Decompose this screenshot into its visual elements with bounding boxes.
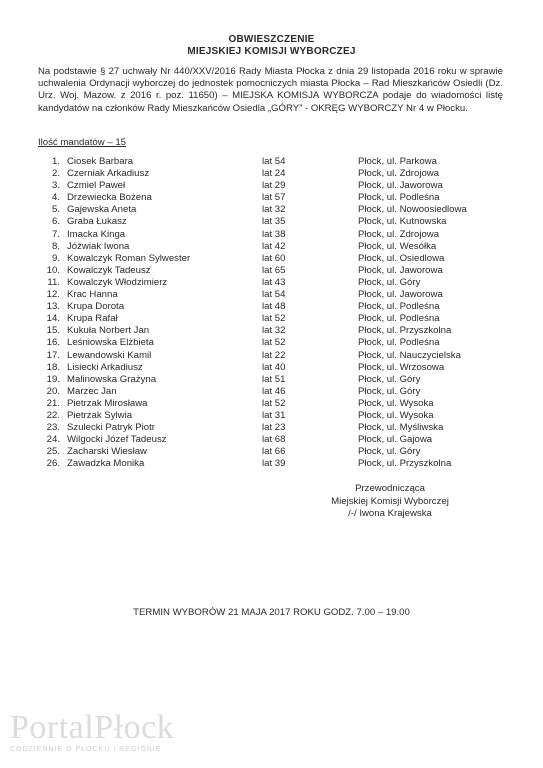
candidate-address: Płock, ul. Przyszkolna (358, 458, 452, 470)
candidate-number: 19. (46, 373, 60, 385)
list-item (0, 410, 543, 422)
candidate-address: Płock, ul. Jaworowa (358, 289, 443, 301)
candidate-address: Płock, ul. Nauczycielska (358, 349, 461, 361)
candidate-number: 10. (46, 264, 60, 276)
candidate-age: lat 54 (262, 289, 286, 301)
candidate-age: lat 52 (262, 397, 286, 409)
candidate-age: lat 48 (262, 301, 286, 313)
candidate-age: lat 54 (262, 156, 286, 167)
candidate-address: Płock, ul. Jaworowa (358, 180, 443, 192)
candidate-number: 23. (46, 422, 60, 434)
list-item (0, 337, 543, 349)
candidate-name: Malinowska Grażyna (67, 373, 157, 385)
candidate-address: Płock, ul. Góry (358, 276, 421, 288)
list-item (0, 277, 543, 289)
candidate-name: Kowalczyk Roman Sylwester (67, 252, 191, 264)
list-item (0, 398, 543, 410)
signature-role: Przewodnicząca (355, 483, 425, 494)
list-item (0, 422, 543, 434)
candidate-number: 3. (51, 180, 60, 192)
candidate-address: Płock, ul. Przyszkolna (358, 325, 452, 337)
list-item (0, 168, 543, 180)
candidate-age: lat 29 (262, 180, 286, 192)
list-item (0, 265, 543, 277)
candidate-age: lat 22 (262, 349, 286, 361)
candidate-address: Płock, ul. Wysoka (358, 409, 434, 421)
candidate-age: lat 42 (262, 240, 286, 252)
candidate-address: Płock, ul. Wrzosowa (358, 361, 445, 373)
candidate-number: 18. (46, 361, 60, 373)
candidate-name: Imacka Kinga (67, 228, 126, 240)
candidate-name: Marzec Jan (67, 385, 117, 397)
signature-name: /-/ Iwona Krajewska (348, 508, 432, 519)
candidate-number: 8. (51, 240, 60, 252)
candidate-age: lat 60 (262, 252, 286, 264)
candidate-name: Pietrzak Sylwia (67, 409, 133, 421)
list-item (0, 204, 543, 216)
candidate-age: lat 39 (262, 458, 286, 470)
candidate-name: Gajewska Aneta (67, 204, 137, 216)
title-line-2: MIEJSKIEJ KOMISJI WYBORCZEJ (187, 46, 356, 57)
candidate-address: Płock, ul. Podleśna (358, 337, 440, 349)
candidate-name: Kowalczyk Tadeusz (67, 264, 151, 276)
candidate-name: Drzewiecka Bożena (67, 192, 152, 204)
candidate-address: Płock, ul. Podleśna (358, 192, 440, 204)
candidate-number: 16. (46, 337, 60, 349)
portal-watermark (10, 711, 174, 753)
candidate-number: 21. (46, 397, 60, 409)
list-item (0, 241, 543, 253)
list-item (0, 229, 543, 241)
candidate-address: Płock, ul. Osiedlowa (358, 252, 445, 264)
list-item (0, 180, 543, 192)
candidate-number: 24. (46, 434, 60, 446)
candidate-age: lat 68 (262, 434, 286, 446)
candidate-age: lat 40 (262, 361, 286, 373)
candidate-age: lat 52 (262, 313, 286, 325)
candidate-name: Lewandowski Kamil (67, 349, 152, 361)
candidate-age: lat 38 (262, 228, 286, 240)
candidate-name: Lisiecki Arkadiusz (67, 361, 143, 373)
list-item (0, 216, 543, 228)
candidate-name: Szulecki Patryk Piotr (67, 422, 155, 434)
candidate-number: 17. (46, 349, 60, 361)
candidate-age: lat 57 (262, 192, 286, 204)
candidate-address: Płock, ul. Jaworowa (358, 264, 443, 276)
candidate-age: lat 32 (262, 325, 286, 337)
candidate-name: Graba Łukasz (67, 216, 127, 228)
candidate-name: Leśniowska Elżbieta (67, 337, 154, 349)
candidate-age: lat 32 (262, 204, 286, 216)
candidate-address: Płock, ul. Wesółka (358, 240, 437, 252)
candidate-age: lat 35 (262, 216, 286, 228)
candidate-number: 9. (51, 252, 60, 264)
candidate-number: 26. (46, 458, 60, 470)
candidate-address: Płock, ul. Góry (358, 446, 421, 458)
candidate-address: Płock, ul. Zdrojowa (358, 228, 440, 240)
candidate-name: Czmiel Paweł (67, 180, 126, 192)
candidate-number: 20. (46, 385, 60, 397)
list-item (0, 325, 543, 337)
candidate-number: 11. (47, 276, 60, 288)
candidate-name: Krupa Rafał (67, 313, 118, 325)
candidate-name: Krupa Dorota (67, 301, 125, 313)
title-line-1: OBWIESZCZENIE (228, 34, 315, 45)
candidate-name: Pietrzak Mirosława (67, 397, 148, 409)
candidate-age: lat 51 (262, 373, 286, 385)
list-item (0, 458, 543, 470)
list-item (0, 446, 543, 458)
watermark-tagline: CODZIENNIE O PŁOCKU I REGIONIE (10, 746, 162, 753)
candidate-number: 2. (51, 168, 60, 180)
list-item (0, 289, 543, 301)
candidate-age: lat 24 (262, 168, 286, 180)
candidate-name: Kowalczyk Włodzimierz (67, 276, 168, 288)
candidate-number: 15. (46, 325, 60, 337)
candidate-number: 1. (51, 156, 60, 167)
election-date: TERMIN WYBORÓW 21 MAJA 2017 ROKU GODZ. 7.00 – 19.00 (133, 607, 410, 618)
candidate-number: 4. (51, 192, 60, 204)
candidate-number: 7. (51, 228, 60, 240)
candidate-address: Płock, ul. Myśliwska (358, 422, 444, 434)
candidate-age: lat 52 (262, 337, 286, 349)
candidate-address: Płock, ul. Góry (358, 385, 421, 397)
candidate-number: 25. (46, 446, 60, 458)
list-item (0, 313, 543, 325)
list-item (0, 362, 543, 374)
candidate-name: Wilgocki Józef Tadeusz (67, 434, 167, 446)
candidate-name: Ciosek Barbara (67, 156, 134, 167)
candidate-number: 13. (46, 301, 60, 313)
candidate-name: Czerniak Arkadiusz (67, 168, 150, 180)
candidate-address: Płock, ul. Kutnowska (358, 216, 447, 228)
list-item (0, 156, 543, 168)
watermark-logo: PortalPłock (10, 709, 175, 746)
candidate-age: lat 23 (262, 422, 286, 434)
list-item (0, 434, 543, 446)
candidate-address: Płock, ul. Podleśna (358, 313, 440, 325)
candidate-age: lat 31 (262, 409, 286, 421)
candidate-address: Płock, ul. Podleśna (358, 301, 440, 313)
candidate-number: 5. (51, 204, 60, 216)
candidate-name: Jóźwiak Iwona (67, 240, 130, 252)
list-item (0, 386, 543, 398)
candidate-address: Płock, ul. Parkowa (358, 156, 437, 167)
intro-paragraph: Na podstawie § 27 uchwały Nr 440/XXV/2016 Rady Miasta Płocka z dnia 29 listopada 2016 roku w sprawie uchwalenia Ordynacji wyborczej do jednostek pomocniczych miasta Płocka – Rad Mieszkańców Osiedli (Dz. Urz. Woj. Mazow. z 2016 r. poz. 11650) – MIEJSKA KOMISJA WYBORCZA podaje do wiadomości listę kandydatów na członków Rady Mieszkańców Osiedla „GÓRY” - OKRĘG WYBORCZY Nr 4 w Płocku. (38, 66, 503, 114)
mandates-count: Ilość mandatów – 15 (38, 137, 126, 148)
candidate-name: Zawadzka Monika (67, 458, 145, 470)
candidate-name: Krac Hanna (67, 289, 118, 301)
candidate-address: Płock, ul. Nowoosiedlowa (358, 204, 467, 216)
candidate-address: Płock, ul. Góry (358, 373, 421, 385)
candidate-number: 12. (46, 289, 60, 301)
candidate-age: lat 46 (262, 385, 286, 397)
candidate-age: lat 65 (262, 264, 286, 276)
candidate-list (0, 156, 543, 470)
candidate-number: 22. (46, 409, 60, 421)
candidate-number: 6. (51, 216, 60, 228)
candidate-address: Płock, ul. Zdrojowa (358, 168, 440, 180)
candidate-name: Zacharski Wiesław (67, 446, 147, 458)
candidate-name: Kukuła Norbert Jan (67, 325, 150, 337)
candidate-number: 14. (46, 313, 60, 325)
list-item (0, 374, 543, 386)
signature-committee: Miejskiej Komisji Wyborczej (331, 495, 449, 507)
candidate-address: Płock, ul. Wysoka (358, 397, 434, 409)
candidate-age: lat 43 (262, 276, 286, 288)
list-item (0, 350, 543, 362)
list-item (0, 253, 543, 265)
candidate-address: Płock, ul. Gajowa (358, 434, 433, 446)
list-item (0, 301, 543, 313)
candidate-age: lat 66 (262, 446, 286, 458)
list-item (0, 192, 543, 204)
